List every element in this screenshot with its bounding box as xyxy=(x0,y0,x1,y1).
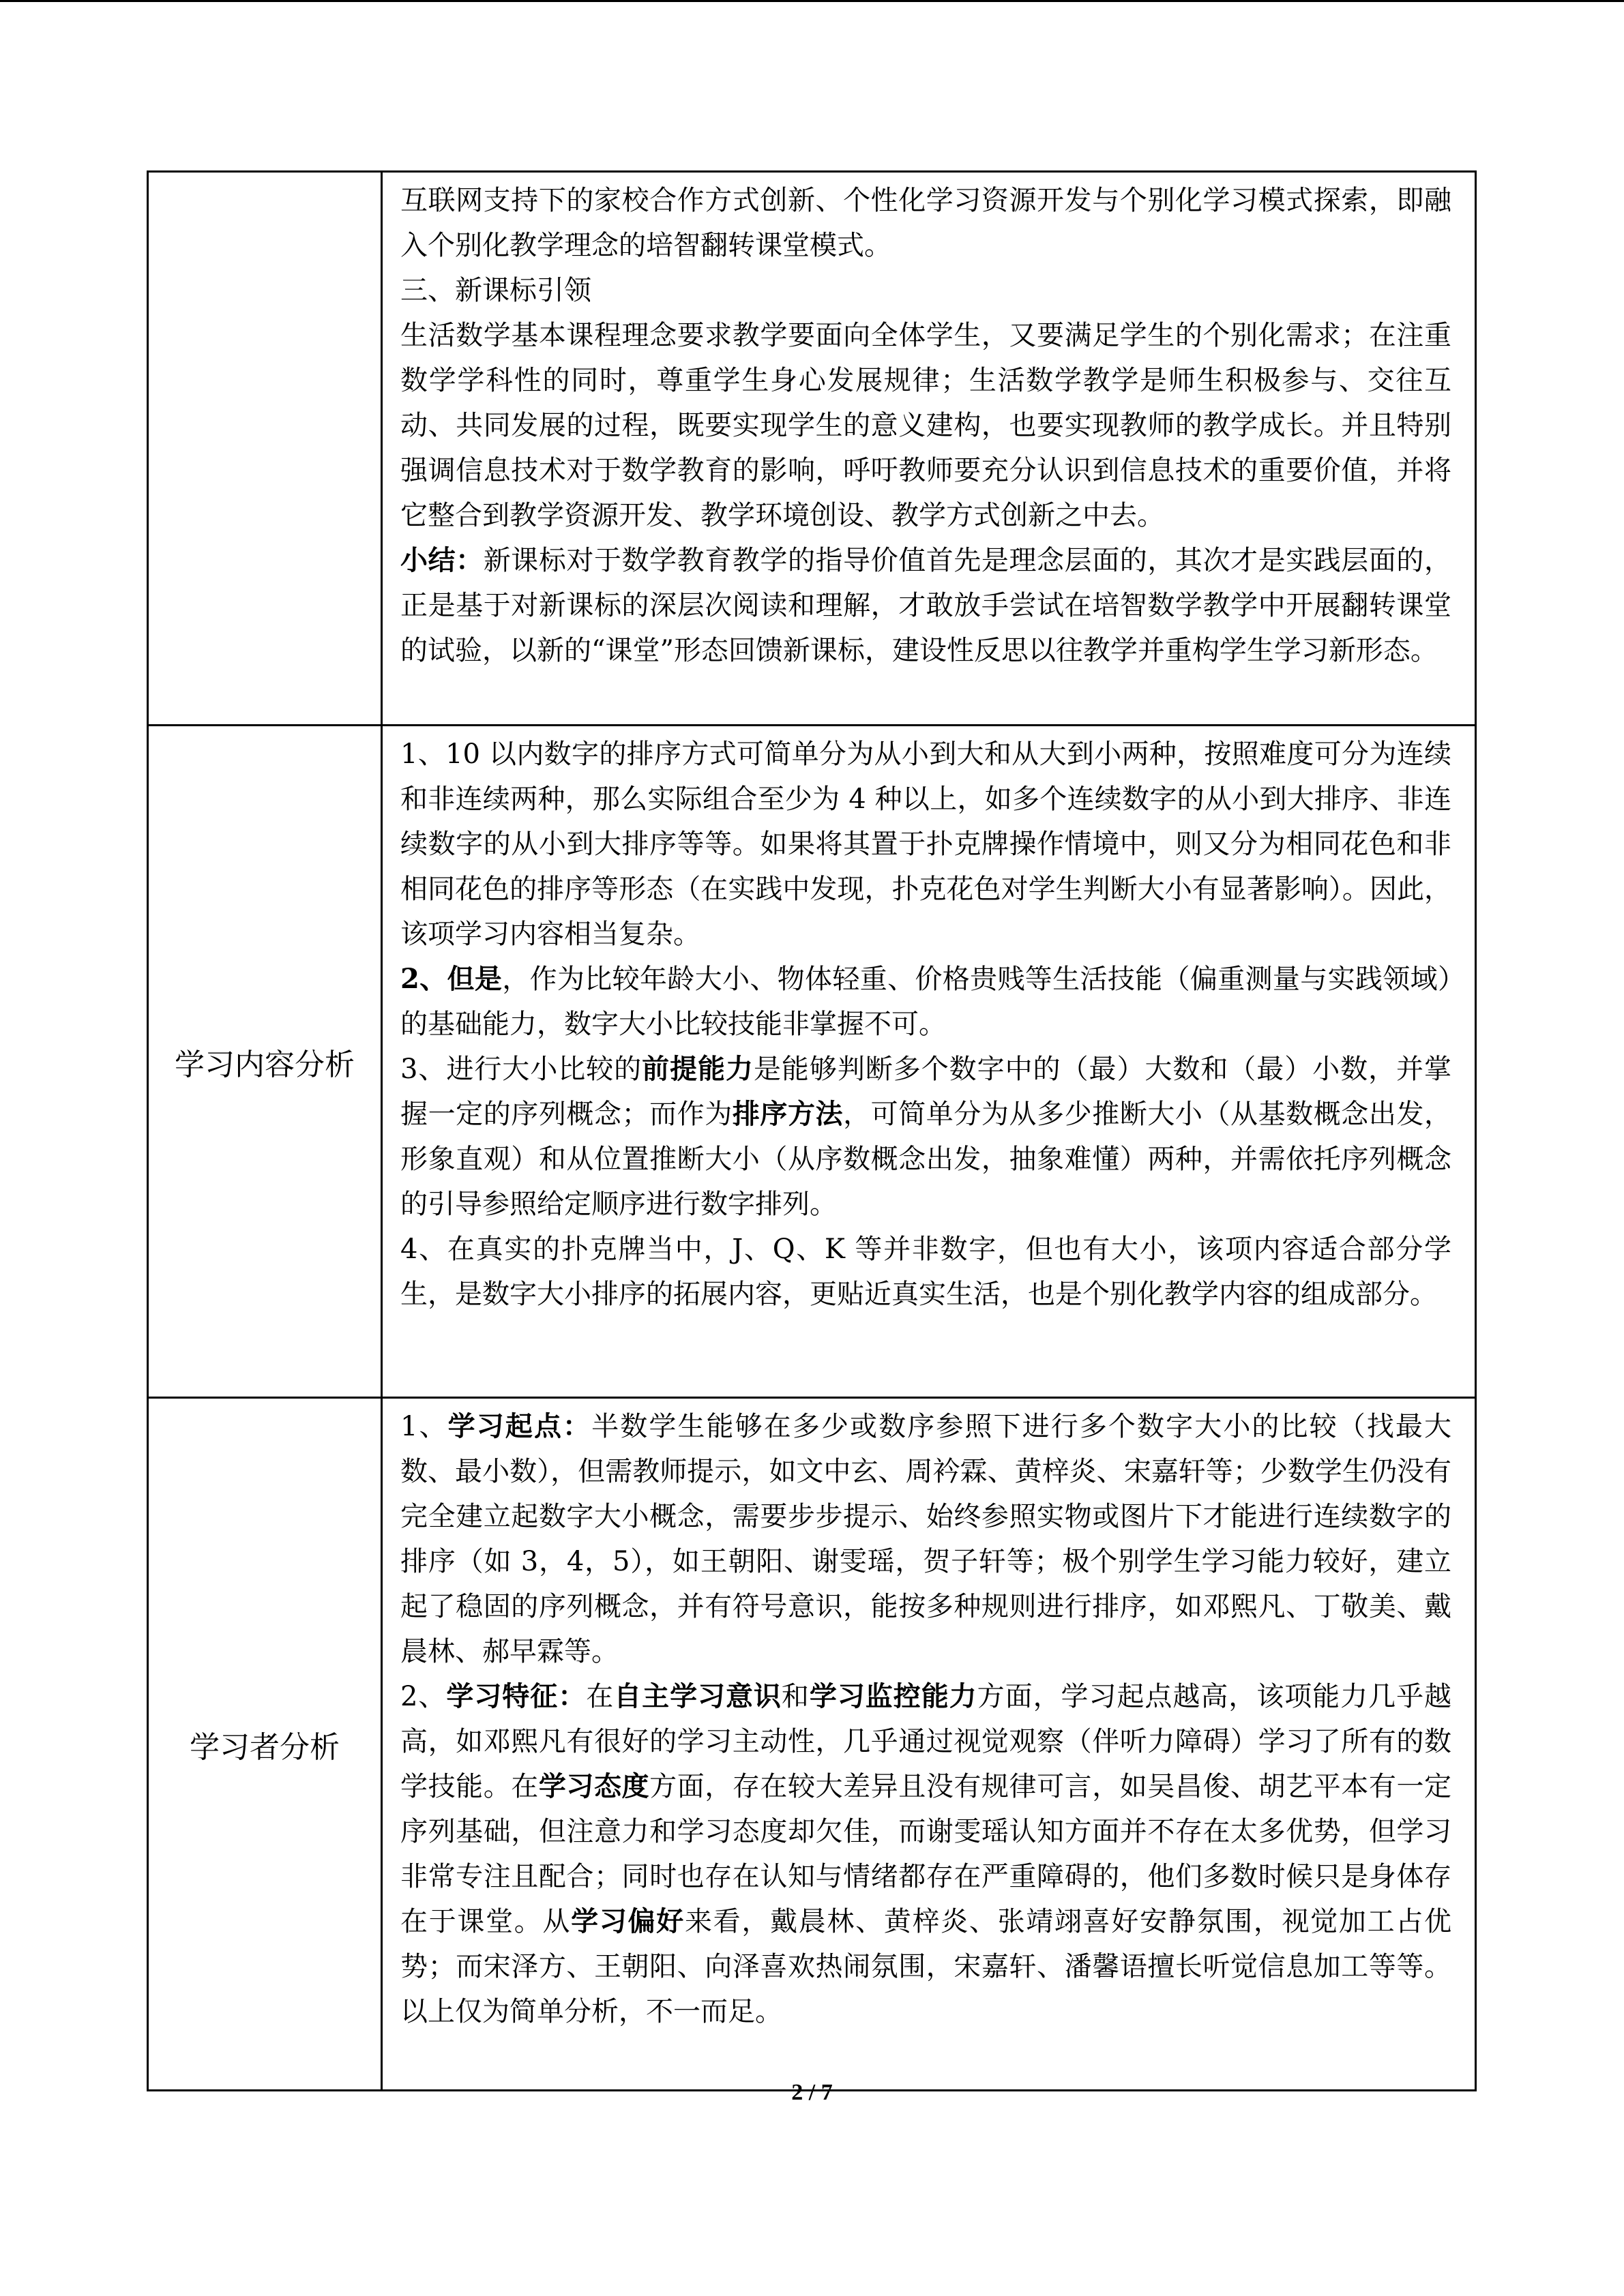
bold-text-run: 2、但是 xyxy=(400,963,503,995)
text-run: 互联网支持下的家校合作方式创新、个性化学习资源开发与个别化学习模式探索，即融入个别化教学理念的培智翻转课堂模式。 xyxy=(400,185,1451,261)
bold-text-run: 学习监控能力 xyxy=(809,1680,977,1712)
paragraph xyxy=(400,178,1451,268)
row-label: 学习内容分析 xyxy=(148,726,382,1398)
text-run: 1、10 以内数字的排序方式可简单分为从小到大和从大到小两种，按照难度可分为连续和非连续两种，那么实际组合至少为 4 种以上，如多个连续数字的从小到大排序、非连续数字的从小到大排序等等。如果将其置于扑克牌操作情境中，则又分为相同花色和非相同花色的排序等形态（在实践中发现，扑克花色对学生判断大小有显著影响）。因此，该项学习内容相当复杂。 xyxy=(400,739,1451,950)
text-run: 半数学生能够在多少或数序参照下进行多个数字大小的比较（找最大数、最小数），但需教师提示，如文中玄、周衿霖、黄梓炎、宋嘉轩等；少数学生仍没有完全建立起数字大小概念，需要步步提示、始终参照实物或图片下才能进行连续数字的排序（如 3，4，5），如王朝阳、谢雯瑶，贺子轩等；极个别学生学习能力较好，建立起了稳固的序列概念，并有符号意识，能按多种规则进行排序，如邓熙凡、丁敬美、戴晨林、郝早霖等。 xyxy=(400,1411,1452,1667)
row-label xyxy=(148,172,382,726)
text-run: ，作为比较年龄大小、物体轻重、价格贵贱等生活技能（偏重测量与实践领域）的基础能力，数字大小比较技能非掌握不可。 xyxy=(400,964,1451,1040)
text-run: 1、 xyxy=(400,1411,448,1442)
bold-text-run: 前提能力 xyxy=(642,1053,754,1085)
paragraph xyxy=(400,1227,1451,1317)
bold-text-run: 小结： xyxy=(400,544,484,576)
text-run: 方面，学习起点越高，该项能力几乎越高，如邓熙凡有很好的学习主动性，几乎通过视觉观察（伴听力障碍）学习了所有的数学技能。在 xyxy=(400,1681,1452,1802)
text-run: 新课标对于数学教育教学的指导价值首先是理念层面的，其次才是实践层面的，正是基于对新课标的深层次阅读和理解，才敢放手尝试在培智数学教学中开展翻转课堂的试验，以新的“课堂”形态回馈新课标，建设性反思以往教学并重构学生学习新形态。 xyxy=(400,545,1451,666)
paragraph xyxy=(400,1674,1451,2034)
text-run: 在 xyxy=(586,1681,615,1712)
row-label: 学习者分析 xyxy=(148,1398,382,2091)
table-row xyxy=(148,726,1476,1398)
text-run: 生活数学基本课程理念要求教学要面向全体学生，又要满足学生的个别化需求；在注重数学学科性的同时，尊重学生身心发展规律；生活数学教学是师生积极参与、交往互动、共同发展的过程，既要实现学生的意义建构，也要实现教师的教学成长。并且特别强调信息技术对于数学教育的影响，呼吁教师要充分认识到信息技术的重要价值，并将它整合到教学资源开发、教学环境创设、教学方式创新之中去。 xyxy=(400,320,1451,531)
text-run: 和 xyxy=(781,1681,810,1712)
paragraph xyxy=(400,1404,1451,1674)
top-rule xyxy=(0,0,1624,2)
paragraph xyxy=(400,1047,1451,1227)
bold-text-run: 排序方法 xyxy=(732,1098,844,1130)
text-run: 方面，存在较大差异且没有规律可言，如吴昌俊、胡艺平本有一定序列基础，但注意力和学习态度却欠佳，而谢雯瑶认知方面并不存在太多优势，但学习非常专注且配合；同时也存在认知与情绪都存在严重障碍的，他们多数时候只是身体存在于课堂。从 xyxy=(400,1771,1452,1937)
bold-text-run: 自主学习意识 xyxy=(614,1680,782,1712)
document-table xyxy=(147,170,1477,2091)
paragraph xyxy=(400,732,1451,957)
paragraph xyxy=(400,538,1451,673)
table-row xyxy=(148,1398,1476,2091)
text-run: 3、进行大小比较的 xyxy=(400,1054,643,1085)
text-run: 是能够判断多个数字中的（最）大数和（最）小数，并掌握一定的序列概念；而作为 xyxy=(400,1054,1452,1130)
row-content xyxy=(382,726,1476,1398)
text-run: 2、 xyxy=(400,1681,447,1712)
row-content xyxy=(382,172,1476,726)
bold-text-run: 学习偏好 xyxy=(571,1905,685,1937)
paragraph xyxy=(400,313,1451,538)
text-run: 来看，戴晨林、黄梓炎、张靖翊喜好安静氛围，视觉加工占优势；而宋泽方、王朝阳、向泽喜欢热闹氛围，宋嘉轩、潘馨语擅长听觉信息加工等等。以上仅为简单分析，不一而足。 xyxy=(400,1906,1452,2027)
paragraph xyxy=(400,957,1451,1047)
page-number: 2 / 7 xyxy=(791,2080,833,2105)
row-content xyxy=(382,1398,1476,2091)
table-row xyxy=(148,172,1476,726)
text-run: 三、新课标引领 xyxy=(400,275,591,306)
bold-text-run: 学习态度 xyxy=(538,1770,650,1802)
paragraph xyxy=(400,268,1451,313)
bold-text-run: 学习特征： xyxy=(446,1680,587,1712)
text-run: 4、在真实的扑克牌当中，J、Q、K 等并非数字，但也有大小，该项内容适合部分学生，是数字大小排序的拓展内容，更贴近真实生活，也是个别化教学内容的组成部分。 xyxy=(400,1234,1451,1310)
text-run: ，可简单分为从多少推断大小（从基数概念出发，形象直观）和从位置推断大小（从序数概念出发，抽象难懂）两种，并需依托序列概念的引导参照给定顺序进行数字排列。 xyxy=(400,1099,1452,1220)
bold-text-run: 学习起点： xyxy=(447,1410,592,1442)
